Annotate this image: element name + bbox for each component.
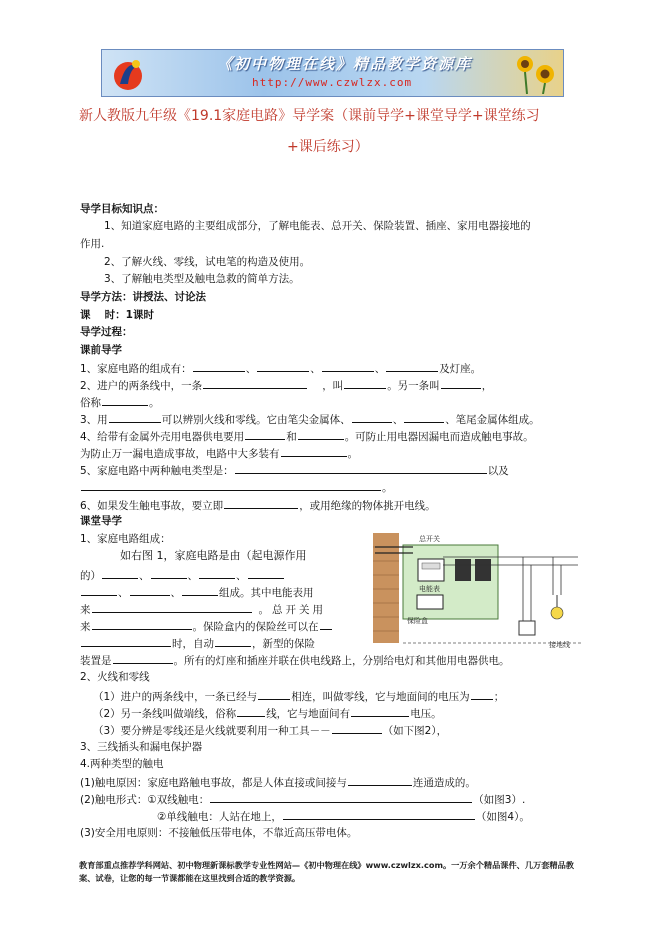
blank[interactable] [102, 567, 138, 579]
class-s2-2: （2）另一条线叫做端线，俗称 线，它与地面间有 电压。 [93, 705, 442, 721]
pre-q4: 4、给带有金属外壳用电器供电要用 和 。可防止用电器因漏电而造成触电事故。 [80, 428, 534, 444]
banner-url: http://www.czwlzx.com [252, 76, 413, 89]
label-switch: 总开关 [419, 535, 440, 543]
blank[interactable] [404, 411, 444, 423]
class-s1-line4: 来 。总开关用 [80, 601, 326, 617]
class-s2-1: （1）进户的两条线中，一条已经与 相连，叫做零线，它与地面间的电压为 ； [93, 688, 504, 704]
goal-item-1-cont: 作用. [80, 238, 105, 250]
blank[interactable] [235, 462, 487, 474]
blank[interactable] [92, 618, 192, 630]
pre-q5: 5、家庭电路中两种触电类型是： 以及 [80, 462, 509, 478]
label-ground: 接地线 [549, 641, 570, 649]
goal-item-1: 1、知道家庭电路的主要组成部分，了解电能表、总开关、保险装置、插座、家用电器接地的 [104, 220, 531, 232]
class-s1-line1: 如右图 1，家庭电路是由（起电源作用 [120, 549, 307, 562]
class-s1-line5: 来 。保险盒内的保险丝可以在 [80, 618, 333, 634]
pre-heading: 课前导学 [80, 344, 122, 356]
method: 导学方法：讲授法、讨论法 [80, 291, 206, 303]
blank[interactable] [386, 360, 438, 372]
blank[interactable] [471, 688, 493, 700]
blank[interactable] [332, 722, 382, 734]
blank[interactable] [81, 479, 381, 491]
logo-icon [108, 54, 148, 92]
blank[interactable] [283, 808, 475, 820]
blank[interactable] [257, 360, 309, 372]
header-banner [101, 49, 564, 97]
blank[interactable] [258, 688, 290, 700]
pre-q4-cont: 为防止万一漏电造成事故，电路中大多装有 。 [80, 445, 358, 461]
blank[interactable] [199, 567, 235, 579]
blank[interactable] [322, 360, 374, 372]
label-meter: 电能表 [419, 585, 440, 593]
class-s1-line6: 时，自动 ，新型的保险 [80, 635, 315, 651]
blank[interactable] [109, 411, 161, 423]
page-footer: 教育部重点推荐学科网站、初中物理新课标教学专业性网站—《初中物理在线》www.czwlzx.com。一万余个精品课件、几万套精品教案、试卷，让您的每一节课都能在这里找到合适的教学资源。 [79, 860, 574, 883]
blank[interactable] [320, 618, 332, 630]
class-s1-line7: 装置是 。所有的灯座和插座并联在供电线路上，分别给电灯和其他用电器供电。 [80, 652, 510, 668]
class-s4-4: (3)安全用电原则：不接触低压带电体，不靠近高压带电体。 [80, 827, 358, 839]
sunflower-icon [507, 52, 561, 94]
blank[interactable] [130, 584, 170, 596]
class-heading: 课堂导学 [80, 515, 122, 527]
blank[interactable] [351, 705, 409, 717]
blank[interactable] [203, 377, 307, 389]
blank[interactable] [182, 584, 218, 596]
pre-q2-cont: 俗称 。 [80, 394, 160, 410]
class-s4-1: (1)触电原因：家庭电路触电事故，都是人体直接或间接与 连通造成的。 [80, 774, 476, 790]
blank[interactable] [224, 497, 298, 509]
pre-q3: 3、用 可以辨别火线和零线。它由笔尖金属体、 、 、笔尾金属体组成。 [80, 411, 540, 427]
goals-heading: 导学目标知识点： [80, 203, 164, 215]
pre-q5-cont: 。 [80, 479, 393, 495]
class-s4-3: ②单线触电：人站在地上， （如图4）。 [157, 808, 530, 824]
blank[interactable] [113, 652, 173, 664]
blank[interactable] [352, 411, 392, 423]
blank[interactable] [81, 635, 171, 647]
class-s4: 4.两种类型的触电 [80, 758, 164, 770]
blank[interactable] [237, 705, 265, 717]
page-title-cont: +课后练习） [287, 139, 369, 155]
page-title: 新人教版九年级《19.1家庭电路》导学案（课前导学+课堂导学+课堂练习 [79, 108, 540, 124]
blank[interactable] [348, 774, 412, 786]
blank[interactable] [298, 428, 344, 440]
goal-item-2: 2、了解火线、零线，试电笔的构造及使用。 [104, 256, 311, 268]
pre-q2: 2、进户的两条线中，一条 ，叫 。另一条叫 ， [80, 377, 492, 393]
class-s4-2: (2)触电形式：①双线触电： （如图3）. [80, 791, 525, 807]
blank[interactable] [193, 360, 245, 372]
blank[interactable] [441, 377, 481, 389]
blank[interactable] [210, 791, 472, 803]
class-s2: 2、火线和零线 [80, 671, 150, 683]
blank[interactable] [81, 584, 117, 596]
class-s1: 1、家庭电路组成： [80, 533, 171, 545]
blank[interactable] [92, 601, 252, 613]
class-s3: 3、三线插头和漏电保护器 [80, 741, 203, 753]
blank[interactable] [245, 428, 285, 440]
hours: 课 时：1课时 [80, 309, 154, 321]
process-heading: 导学过程： [80, 326, 133, 338]
blank[interactable] [344, 377, 386, 389]
class-s1-line3: 、 、 组成。其中电能表用 [80, 584, 314, 600]
pre-q1: 1、家庭电路的组成有： 、 、 、 及灯座。 [80, 360, 481, 376]
blank[interactable] [215, 635, 251, 647]
blank[interactable] [248, 567, 284, 579]
blank[interactable] [151, 567, 187, 579]
blank[interactable] [281, 445, 347, 457]
class-s1-line2: 的） 、 、 、 [80, 567, 285, 583]
pre-q6: 6、如果发生触电事故，要立即 ，或用绝缘的物体挑开电线。 [80, 497, 436, 513]
household-circuit-figure [373, 527, 585, 649]
banner-title: 《初中物理在线》精品教学资源库 [217, 55, 473, 73]
label-fuse: 保险盒 [407, 617, 428, 625]
class-s2-3: （3）要分辨是零线还是火线就要利用一种工具－－ （如下图2）， [93, 722, 447, 738]
goal-item-3: 3、了解触电类型及触电急救的简单方法。 [104, 273, 300, 285]
blank[interactable] [102, 394, 148, 406]
